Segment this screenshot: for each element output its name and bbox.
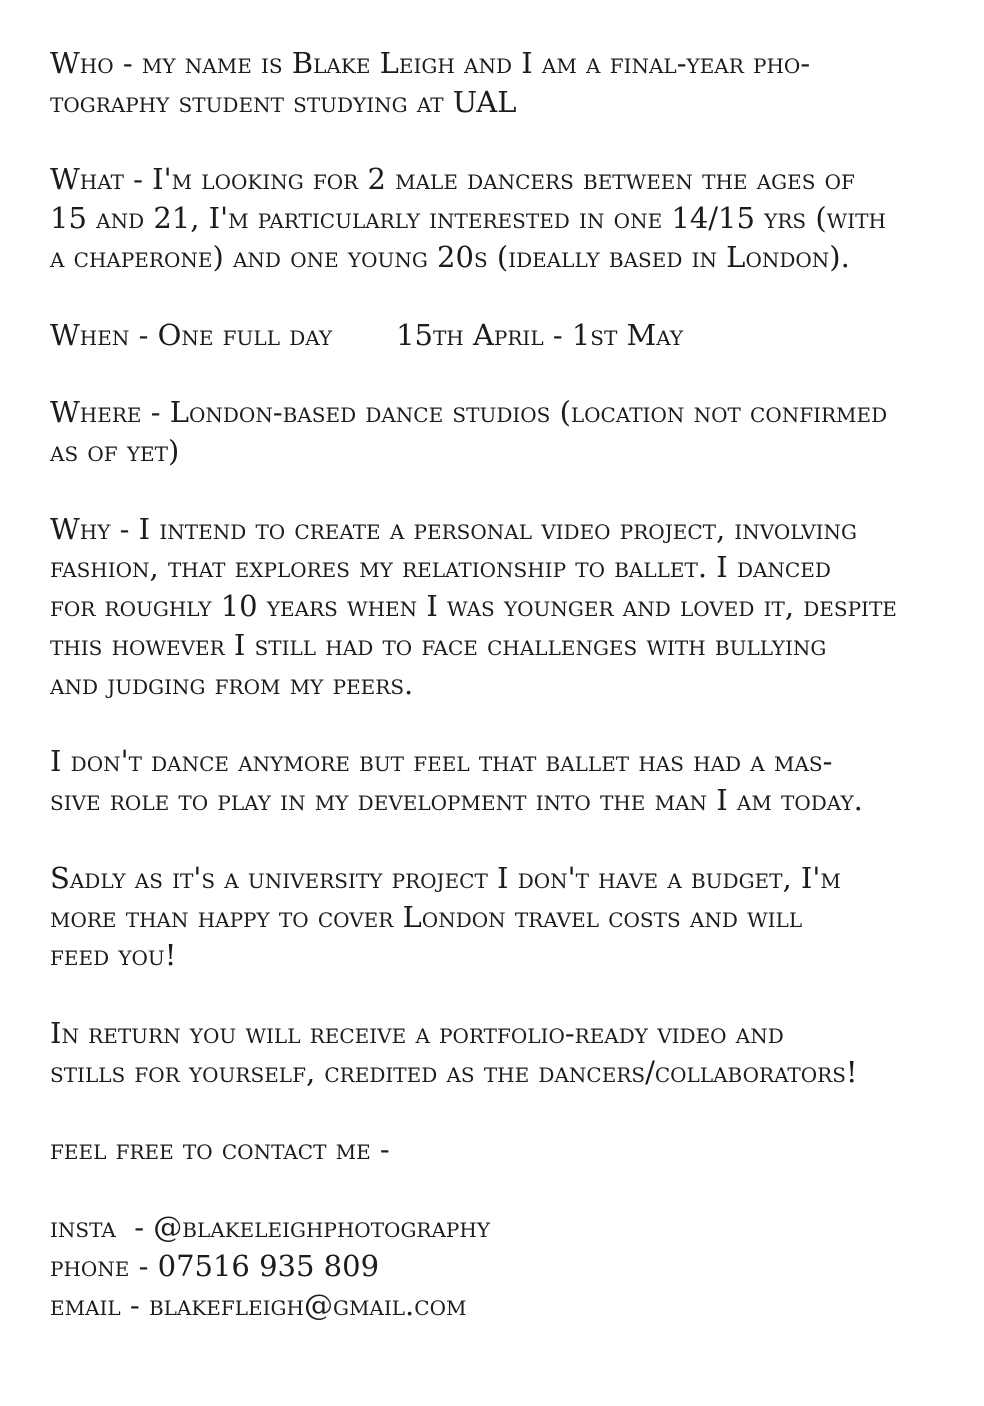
- who-paragraph: [50, 44, 950, 122]
- when-label: When - One full day: [50, 317, 333, 352]
- contact-intro: feel free to contact me -: [50, 1132, 390, 1167]
- return-line-1: In return you will receive a portfolio-ready video and: [50, 1015, 784, 1050]
- return-paragraph: [50, 1014, 950, 1092]
- contact-email: email - blakefleigh@gmail.com: [50, 1287, 467, 1322]
- budget-line-3: feed you!: [50, 938, 177, 973]
- contact-intro-paragraph: [50, 1130, 950, 1169]
- why-paragraph: [50, 510, 950, 704]
- contact-phone: phone - 07516 935 809: [50, 1248, 380, 1283]
- return-line-2: stills for yourself, credited as the dancers/collaborators!: [50, 1054, 858, 1089]
- dance-line-1: I don't dance anymore but feel that ballet has had a mas-: [50, 744, 833, 779]
- why-line-3: for roughly 10 years when I was younger and loved it, despite: [50, 589, 897, 624]
- dance-paragraph: [50, 742, 950, 820]
- dance-line-2: sive role to play in my development into the man I am today.: [50, 783, 863, 818]
- what-paragraph: [50, 160, 950, 276]
- contact-insta: insta - @blakeleighphotography: [50, 1209, 491, 1244]
- where-paragraph: [50, 393, 950, 471]
- budget-line-2: more than happy to cover London travel costs and will: [50, 899, 803, 934]
- when-line: [50, 316, 950, 355]
- why-line-4: this however I still had to face challenges with bullying: [50, 627, 827, 662]
- what-line-2: 15 and 21, I'm particularly interested in one 14/15 yrs (with: [50, 201, 886, 236]
- why-line-1: Why - I intend to create a personal video project, involving: [50, 511, 858, 546]
- who-line-1: Who - my name is Blake Leigh and I am a final-year pho-: [50, 46, 811, 80]
- what-line-3: a chaperone) and one young 20s (ideally based in London).: [50, 239, 850, 274]
- where-line-2: as of yet): [50, 433, 180, 468]
- where-line-1: Where - London-based dance studios (location not confirmed: [50, 395, 888, 430]
- why-line-2: fashion, that explores my relationship to ballet. I danced: [50, 550, 831, 585]
- who-line-2: tography student studying at UAL: [50, 84, 517, 119]
- budget-paragraph: [50, 859, 950, 975]
- when-paragraph: [50, 316, 950, 355]
- budget-line-1: Sadly as it's a university project I don't have a budget, I'm: [50, 860, 841, 895]
- contact-details: [50, 1208, 950, 1324]
- why-line-5: and judging from my peers.: [50, 666, 414, 701]
- when-dates: 15th April - 1st May: [396, 317, 684, 352]
- casting-call-document: [50, 44, 950, 1324]
- what-line-1: What - I'm looking for 2 male dancers between the ages of: [50, 162, 855, 197]
